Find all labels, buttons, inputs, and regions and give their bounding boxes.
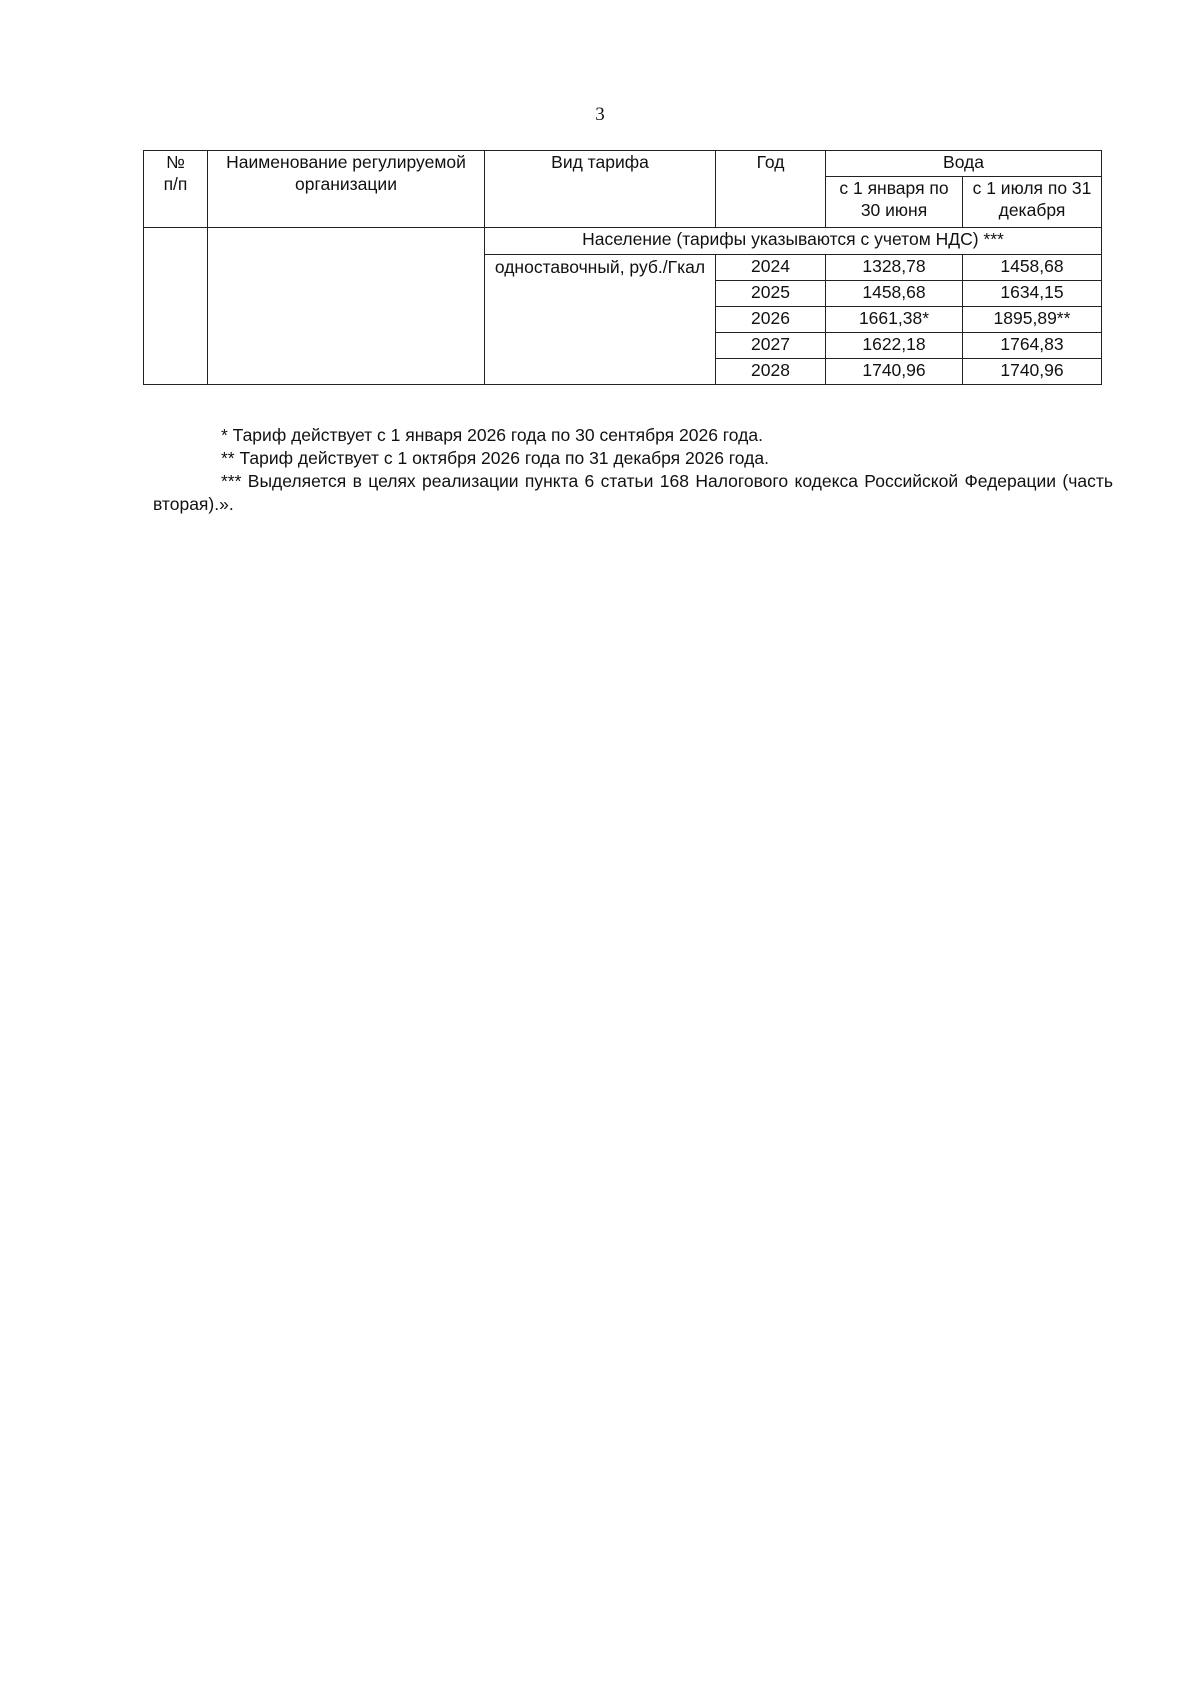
value-period-2: 1895,89** (963, 307, 1102, 333)
header-period-2: с 1 июля по 31 декабря (963, 177, 1102, 228)
value-period-1: 1328,78 (826, 255, 963, 281)
header-period-1: с 1 января по 30 июня (826, 177, 963, 228)
footnotes (153, 424, 1113, 516)
value-period-1: 1458,68 (826, 281, 963, 307)
value-period-2: 1458,68 (963, 255, 1102, 281)
header-tariff-type: Вид тарифа (485, 151, 716, 228)
year-cell: 2026 (716, 307, 826, 333)
footnote-2: ** Тариф действует с 1 октября 2026 года по 31 декабря 2026 года. (221, 448, 769, 468)
value-period-1: 1622,18 (826, 333, 963, 359)
num-cell (144, 228, 208, 385)
population-label: Население (тарифы указываются с учетом НДС) *** (485, 228, 1102, 255)
year-cell: 2028 (716, 359, 826, 385)
header-num: № п/п (144, 151, 208, 228)
header-row (144, 151, 1102, 177)
year-cell: 2027 (716, 333, 826, 359)
value-period-2: 1740,96 (963, 359, 1102, 385)
value-period-2: 1634,15 (963, 281, 1102, 307)
value-period-1: 1661,38* (826, 307, 963, 333)
header-water: Вода (826, 151, 1102, 177)
value-period-1: 1740,96 (826, 359, 963, 385)
year-cell: 2024 (716, 255, 826, 281)
value-period-2: 1764,83 (963, 333, 1102, 359)
year-cell: 2025 (716, 281, 826, 307)
population-row (144, 228, 1102, 255)
tariff-type-cell: одноставочный, руб./Гкал (485, 255, 716, 385)
page-number: 3 (595, 104, 605, 125)
org-cell (208, 228, 485, 385)
header-org: Наименование регулируемой организации (208, 151, 485, 228)
tariff-table (143, 150, 1102, 385)
header-year: Год (716, 151, 826, 228)
footnote-1: * Тариф действует с 1 января 2026 года по 30 сентября 2026 года. (221, 425, 763, 445)
footnote-3: *** Выделяется в целях реализации пункта 6 статьи 168 Налогового кодекса Российской Федерации (часть вторая).». (153, 471, 1113, 514)
